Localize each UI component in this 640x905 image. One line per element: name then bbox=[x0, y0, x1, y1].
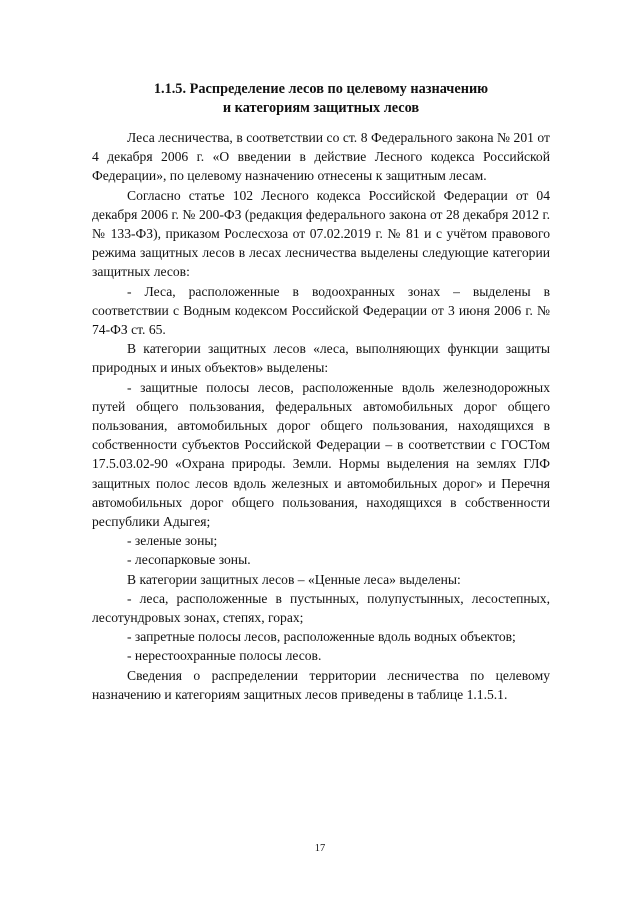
paragraph-forest-code-article: Согласно статье 102 Лесного кодекса Российской Федерации от 04 декабря 2006 г. № 200-ФЗ (редакция федерального закона от 28 декабря 2012 г. № 133-ФЗ), приказом Рослесхоза от 07.02.2019 г. № 81 и с учётом правового режима защитных лесов в лесах лесничества выделены следующие категории защитных лесов: bbox=[92, 187, 550, 280]
list-item-forest-park-zones: - лесопарковые зоны. bbox=[127, 552, 251, 568]
list-item-protective-strips-roads: - защитные полосы лесов, расположенные вдоль железнодорожных путей общего пользования, федеральных автомобильных дорог общего пользования, автомобильных дорог общего пользования, находящихся в собственности субъектов Российской Федерации – в соответствии с ГОСТом 17.5.03.02-90 «Охрана природы. Земли. Нормы выделения на землях ГЛФ защитных полос лесов вдоль железных и автомобильных дорог» и Перечня автомобильных дорог общего пользования, находящихся в собственности республики Адыгея; bbox=[92, 379, 550, 530]
paragraph-table-reference: Сведения о распределении территории лесничества по целевому назначению и категориям защитных лесов приведены в таблице 1.1.5.1. bbox=[92, 667, 550, 702]
section-title-line-1: 1.1.5. Распределение лесов по целевому назначению bbox=[153, 81, 489, 97]
list-item-spawning-protection-strips: - нерестоохранные полосы лесов. bbox=[127, 648, 322, 664]
list-item-desert-steppe-mountain-forests: - леса, расположенные в пустынных, полупустынных, лесостепных, лесотундровых зонах, степях, горах; bbox=[92, 590, 550, 626]
list-item-green-zones: - зеленые зоны; bbox=[127, 533, 218, 549]
section-title-line-2: и категориям защитных лесов bbox=[222, 100, 420, 116]
section-title bbox=[96, 80, 546, 118]
page-number: 17 bbox=[314, 843, 326, 854]
list-item-prohibited-strips-water: - запретные полосы лесов, расположенные вдоль водных объектов; bbox=[127, 629, 516, 645]
document-body bbox=[92, 128, 550, 704]
paragraph-valuable-forests-category: В категории защитных лесов – «Ценные леса» выделены: bbox=[127, 571, 461, 587]
paragraph-forest-designation: Леса лесничества, в соответствии со ст. 8 Федерального закона № 201 от 4 декабря 2006 г. «О введении в действие Лесного кодекса Российской Федерации», по целевому назначению отнесены к защитным лесам. bbox=[92, 130, 550, 184]
paragraph-protective-functions-category: В категории защитных лесов «леса, выполняющих функции защиты природных и иных объектов» выделены: bbox=[92, 341, 550, 376]
list-item-water-protection-zones: - Леса, расположенные в водоохранных зонах – выделены в соответствии с Водным кодексом Российской Федерации от 3 июня 2006 г. № 74-ФЗ ст. 65. bbox=[92, 283, 550, 338]
